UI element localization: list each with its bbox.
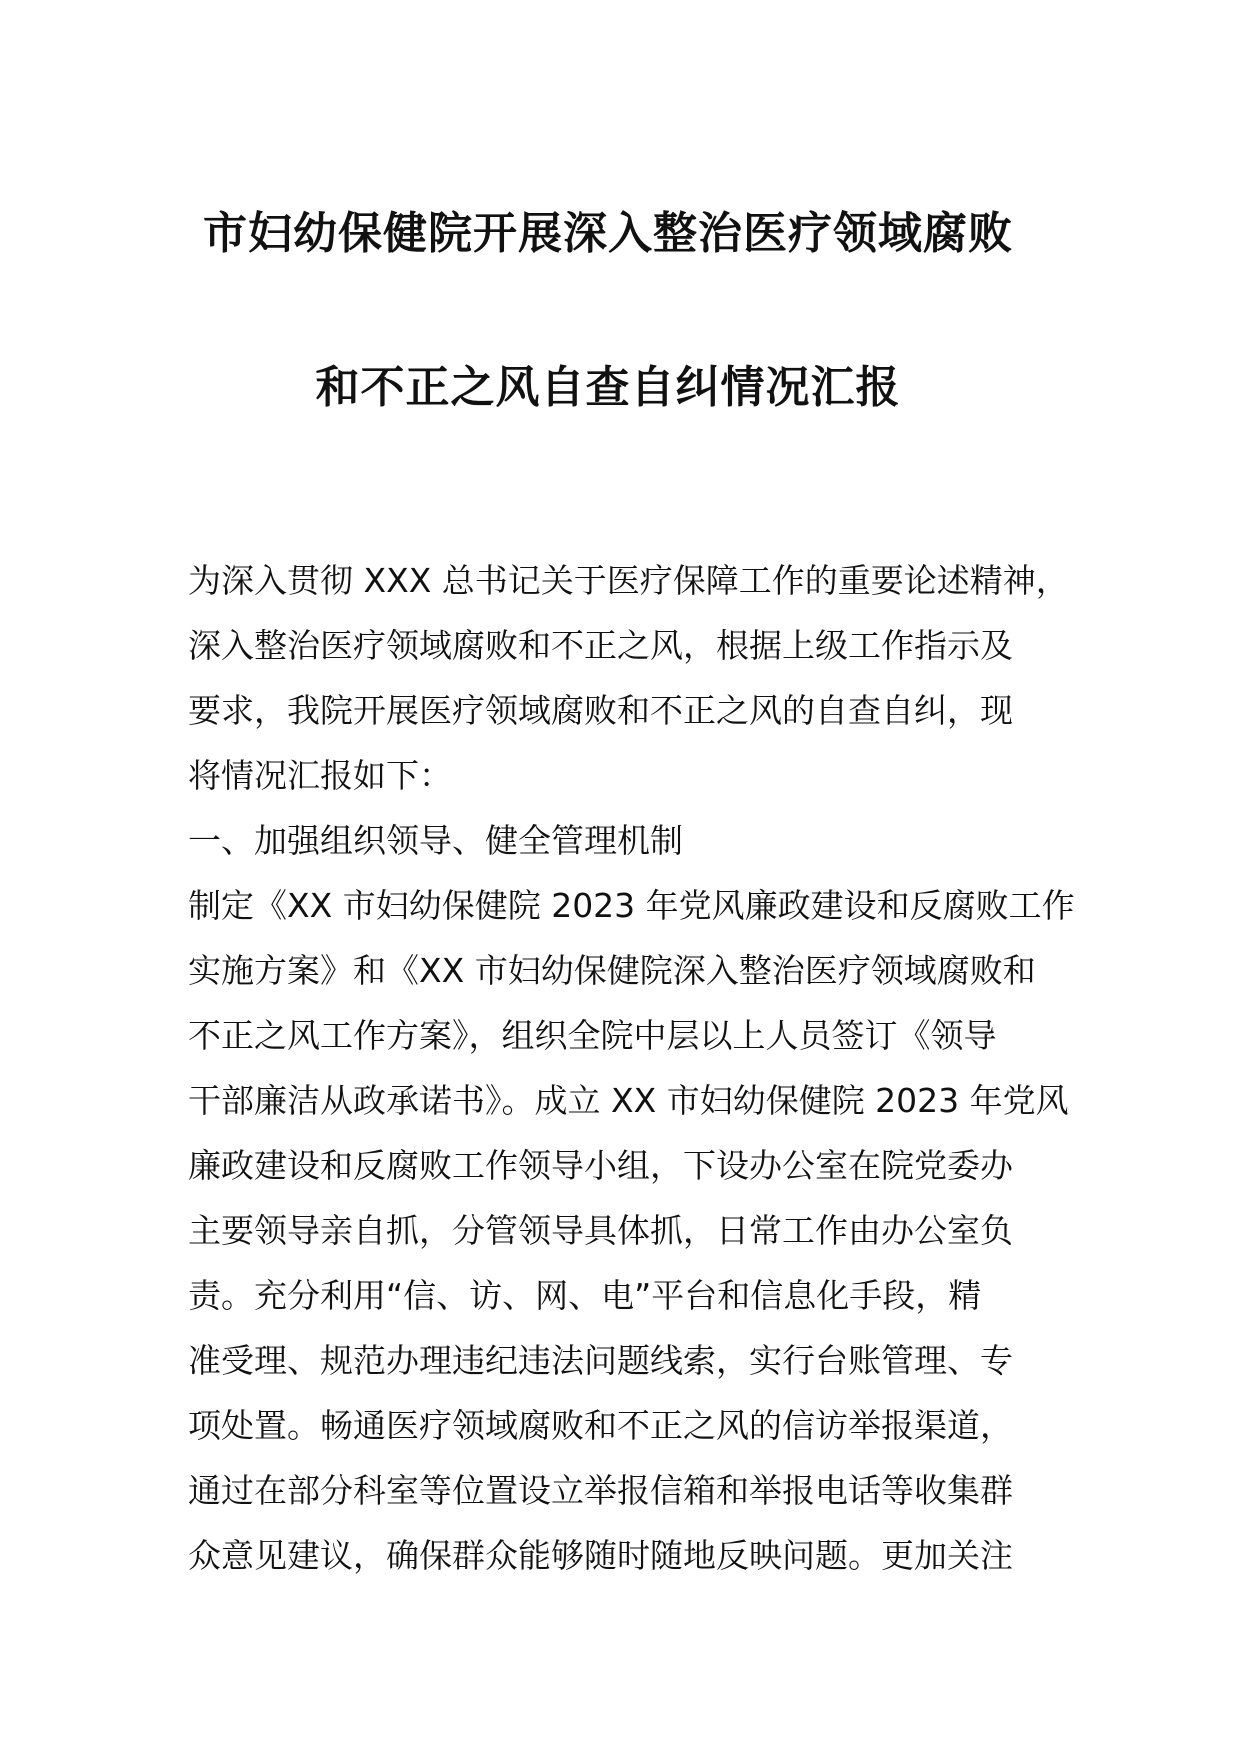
body-line: 责。充分利用“信、访、网、电”平台和信息化手段，精 — [188, 1276, 982, 1315]
body-line: 实施方案》和《XX 市妇幼保健院深入整治医疗领域腐败和 — [188, 951, 1036, 990]
document-title-line-2: 和不正之风自查自纠情况汇报 — [315, 362, 901, 413]
body-line: 不正之风工作方案》，组织全院中层以上人员签订《领导 — [188, 1016, 997, 1055]
document-body — [188, 548, 1088, 1588]
body-line: 干部廉洁从政承诺书》。成立 XX 市妇幼保健院 2023 年党风 — [188, 1081, 1069, 1120]
body-line: 主要领导亲自抓，分管领导具体抓，日常工作由办公室负 — [188, 1211, 1013, 1250]
body-line: 要求，我院开展医疗领域腐败和不正之风的自查自纠，现 — [188, 691, 1013, 730]
body-line: 制定《XX 市妇幼保健院 2023 年党风廉政建设和反腐败工作 — [188, 886, 1075, 925]
body-line: 通过在部分科室等位置设立举报信箱和举报电话等收集群 — [188, 1471, 1013, 1510]
body-line: 项处置。畅通医疗领域腐败和不正之风的信访举报渠道， — [188, 1406, 1013, 1445]
body-line: 将情况汇报如下： — [188, 756, 452, 795]
body-line: 廉政建设和反腐败工作领导小组，下设办公室在院党委办 — [188, 1146, 1013, 1185]
section-heading-1: 一、加强组织领导、健全管理机制 — [188, 821, 683, 860]
document-title-line-1: 市妇幼保健院开展深入整治医疗领域腐败 — [203, 208, 1013, 259]
body-line: 深入整治医疗领域腐败和不正之风，根据上级工作指示及 — [188, 626, 1013, 665]
body-line: 准受理、规范办理违纪违法问题线索，实行台账管理、专 — [188, 1341, 1013, 1380]
body-line: 众意见建议，确保群众能够随时随地反映问题。更加关注 — [188, 1536, 1013, 1575]
body-line: 为深入贯彻 XXX 总书记关于医疗保障工作的重要论述精神， — [188, 561, 1069, 600]
